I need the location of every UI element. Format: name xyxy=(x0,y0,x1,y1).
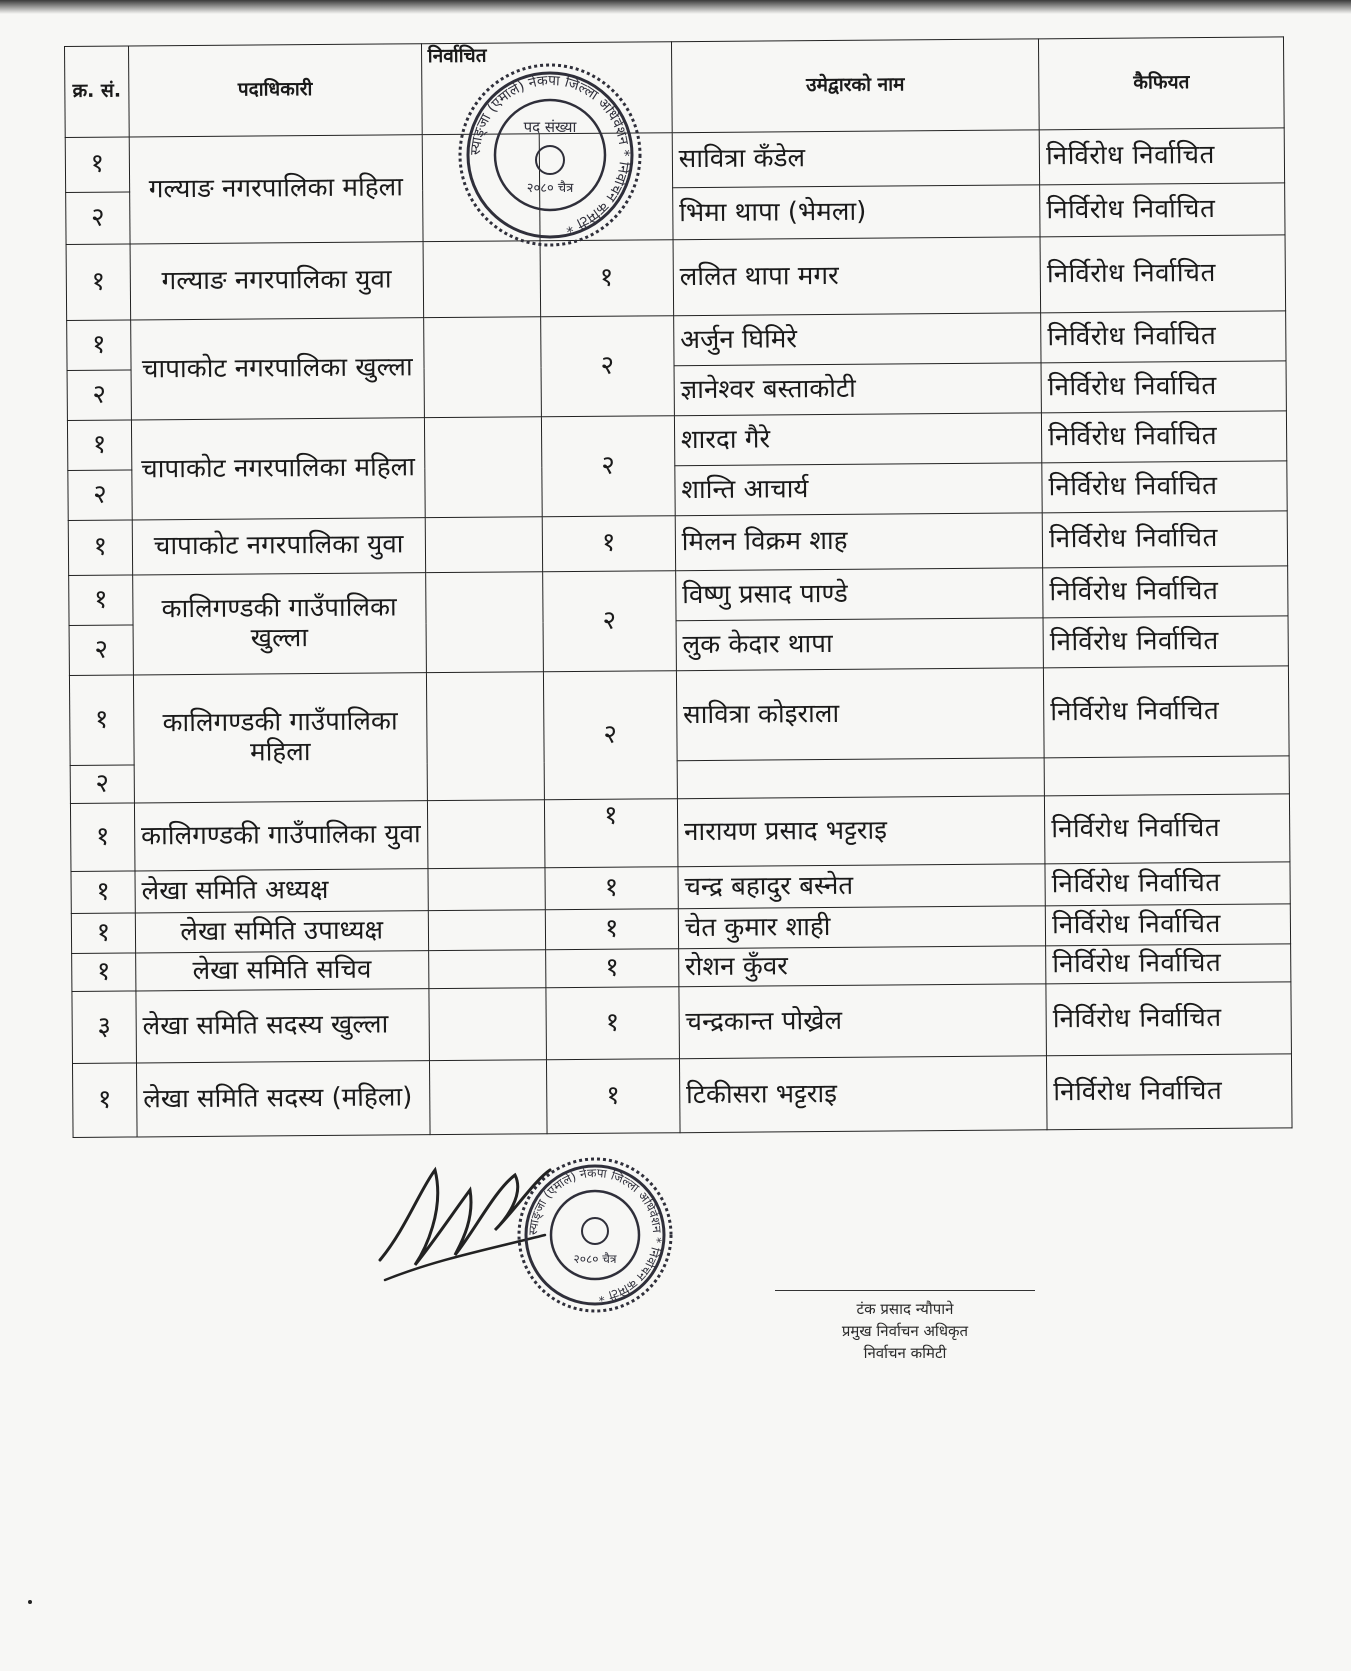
sn-cell: १ xyxy=(67,320,131,371)
candidate-cell: चन्द्रकान्त पोख्रेल xyxy=(679,984,1047,1059)
sn-cell: १ xyxy=(70,803,134,871)
sn-cell: ३ xyxy=(72,991,136,1063)
remark-cell: निर्विरोध निर्वाचित xyxy=(1046,982,1291,1056)
scan-speck xyxy=(28,1600,32,1604)
post-cell: लेखा समिति उपाध्यक्ष xyxy=(135,911,428,953)
seal-center-bottom-text: २०८० चैत्र xyxy=(573,1252,617,1266)
remark-cell: निर्विरोध निर्वाचित xyxy=(1039,128,1284,185)
candidate-cell: सावित्रा कँडेल xyxy=(672,130,1040,188)
remark-cell: निर्विरोध निर्वाचित xyxy=(1045,904,1290,946)
seats-cell: १ xyxy=(546,987,680,1060)
sn-cell: १ xyxy=(72,1063,136,1137)
header-sn: क्र. सं. xyxy=(65,46,130,137)
seats-cell: २ xyxy=(543,671,677,800)
scan-shadow xyxy=(0,0,1351,14)
sn-cell: १ xyxy=(67,420,131,471)
blank-cell xyxy=(423,317,541,418)
remark-cell: निर्विरोध निर्वाचित xyxy=(1042,511,1287,568)
remark-cell: निर्विरोध निर्वाचित xyxy=(1041,361,1286,413)
sn-cell: २ xyxy=(69,625,133,676)
signatory-title: प्रमुख निर्वाचन अधिकृत xyxy=(841,1321,969,1340)
remark-cell: निर्विरोध निर्वाचित xyxy=(1044,666,1290,758)
post-cell: गल्याङ नगरपालिका युवा xyxy=(130,242,423,320)
blank-cell xyxy=(427,800,545,869)
table-row xyxy=(66,235,1286,321)
table-row xyxy=(72,1054,1292,1138)
seal-ring-text: स्याङ्जा (एमाले) नेकपा जिल्ला अधिवेशन * निर्वाचन कमिटी * xyxy=(467,72,633,236)
remark-cell: निर्विरोध निर्वाचित xyxy=(1041,311,1286,363)
table-row xyxy=(68,511,1287,576)
seal-emblem-icon xyxy=(582,1218,608,1244)
post-cell: चापाकोट नगरपालिका महिला xyxy=(131,418,425,520)
table-row xyxy=(65,128,1284,193)
candidate-cell: अर्जुन घिमिरे xyxy=(673,313,1041,366)
seats-cell: १ xyxy=(545,949,678,988)
seats-cell: १ xyxy=(546,1059,680,1134)
seal-center-bottom-text: २०८० चैत्र xyxy=(526,181,574,196)
candidate-cell: शारदा गैरे xyxy=(674,413,1042,466)
remark-cell: निर्विरोध निर्वाचित xyxy=(1043,566,1288,618)
candidate-cell: ज्ञानेश्वर बस्ताकोटी xyxy=(674,363,1042,416)
candidate-cell: शान्ति आचार्य xyxy=(675,463,1043,516)
post-cell: लेखा समिति सदस्य खुल्ला xyxy=(136,989,429,1063)
blank-cell xyxy=(425,517,543,573)
blank-cell xyxy=(429,988,547,1061)
candidate-cell: विष्णु प्रसाद पाण्डे xyxy=(675,568,1043,621)
candidate-cell: ललित थापा मगर xyxy=(673,237,1041,316)
header-candidate: उमेद्वारको नाम xyxy=(671,39,1039,133)
header-post: पदाधिकारी xyxy=(128,44,421,137)
sn-cell: १ xyxy=(71,871,135,914)
post-cell: कालिगण्डकी गाउँपालिका खुल्ला xyxy=(133,573,427,675)
candidate-cell: चेत कुमार शाही xyxy=(678,906,1046,949)
post-cell: चापाकोट नगरपालिका खुल्ला xyxy=(131,318,425,420)
post-cell: लेखा समिति अध्यक्ष xyxy=(135,869,428,913)
seats-cell: २ xyxy=(542,571,676,672)
sn-cell: १ xyxy=(65,137,129,192)
candidate-cell: भिमा थापा (भेमला) xyxy=(672,185,1040,240)
seal-center-top-text: पद संख्या xyxy=(523,118,577,136)
remark-cell: निर्विरोध निर्वाचित xyxy=(1045,794,1290,864)
remark-cell: निर्विरोध निर्वाचित xyxy=(1042,461,1287,513)
signatory-block xyxy=(775,1290,1035,1364)
seal-outer-ring xyxy=(519,1159,671,1311)
post-cell: गल्याङ नगरपालिका महिला xyxy=(129,135,423,244)
sn-cell: १ xyxy=(71,913,135,954)
sn-cell: १ xyxy=(69,675,134,765)
post-cell: लेखा समिति सदस्य (महिला) xyxy=(136,1061,429,1137)
remark-cell: निर्विरोध निर्वाचित xyxy=(1040,235,1285,313)
remark-cell: निर्विरोध निर्वाचित xyxy=(1043,616,1288,668)
post-cell: चापाकोट नगरपालिका युवा xyxy=(132,518,425,575)
sn-cell: १ xyxy=(69,575,133,626)
remark-cell: निर्विरोध निर्वाचित xyxy=(1040,183,1285,237)
sn-cell: २ xyxy=(67,370,131,421)
sn-cell: १ xyxy=(68,520,132,575)
remark-cell: निर्विरोध निर्वाचित xyxy=(1045,862,1290,906)
sn-cell: २ xyxy=(66,192,130,245)
candidate-cell: मिलन विक्रम शाह xyxy=(675,513,1043,571)
candidate-cell: सावित्रा कोइराला xyxy=(676,668,1044,761)
header-seats: निर्वाचित xyxy=(421,42,672,135)
seats-cell: १ xyxy=(545,867,678,910)
blank-cell xyxy=(425,572,543,673)
election-results-table xyxy=(64,36,1293,1138)
post-cell: कालिगण्डकी गाउँपालिका महिला xyxy=(133,673,427,803)
seats-cell: १ xyxy=(544,799,678,868)
candidate-cell: रोशन कुँवर xyxy=(678,946,1046,987)
candidate-cell: टिकीसरा भट्टराइ xyxy=(679,1056,1047,1133)
table-row xyxy=(72,982,1292,1064)
sn-cell: २ xyxy=(70,765,134,804)
seal-outer-ring xyxy=(460,65,640,245)
remark-cell xyxy=(1044,756,1289,796)
blank-cell xyxy=(428,910,545,951)
remark-cell: निर्विरोध निर्वाचित xyxy=(1046,944,1291,984)
remark-cell: निर्विरोध निर्वाचित xyxy=(1047,1054,1292,1130)
blank-cell xyxy=(423,241,541,318)
blank-cell xyxy=(429,1060,547,1135)
candidate-cell: चन्द्र बहादुर बस्नेत xyxy=(678,864,1046,909)
seats-cell: २ xyxy=(541,416,675,517)
blank-cell xyxy=(428,868,545,911)
blank-cell xyxy=(424,417,542,518)
sn-cell: २ xyxy=(68,470,132,521)
seats-cell: २ xyxy=(540,316,674,417)
seats-cell: १ xyxy=(545,909,678,950)
seal-ring-text: स्याङ्जा (एमाले) नेकपा जिल्ला अधिवेशन * निर्वाचन कमिटी * xyxy=(525,1165,665,1304)
sn-cell: १ xyxy=(66,244,130,320)
signatory-committee: निर्वाचन कमिटी xyxy=(863,1343,947,1362)
table-row xyxy=(70,794,1289,872)
blank-cell xyxy=(426,672,544,801)
candidate-cell: लुक केदार थापा xyxy=(676,618,1044,671)
candidate-cell: नारायण प्रसाद भट्टराइ xyxy=(677,796,1045,867)
signatory-name: टंक प्रसाद न्यौपाने xyxy=(856,1300,954,1318)
post-cell: कालिगण्डकी गाउँपालिका युवा xyxy=(134,801,427,871)
blank-cell xyxy=(428,950,545,989)
header-remarks: कैफियत xyxy=(1039,37,1285,130)
seats-cell: १ xyxy=(542,516,676,572)
sn-cell: १ xyxy=(72,953,136,992)
seal-emblem-icon xyxy=(536,146,564,174)
table-row xyxy=(69,666,1289,766)
seats-cell: १ xyxy=(540,240,674,317)
candidate-cell xyxy=(677,758,1045,799)
remark-cell: निर्विरोध निर्वाचित xyxy=(1042,411,1287,463)
election-seal-bottom xyxy=(515,1155,675,1315)
table-header xyxy=(65,37,1285,138)
election-seal-top xyxy=(455,60,645,250)
post-cell: लेखा समिति सचिव xyxy=(136,951,429,991)
